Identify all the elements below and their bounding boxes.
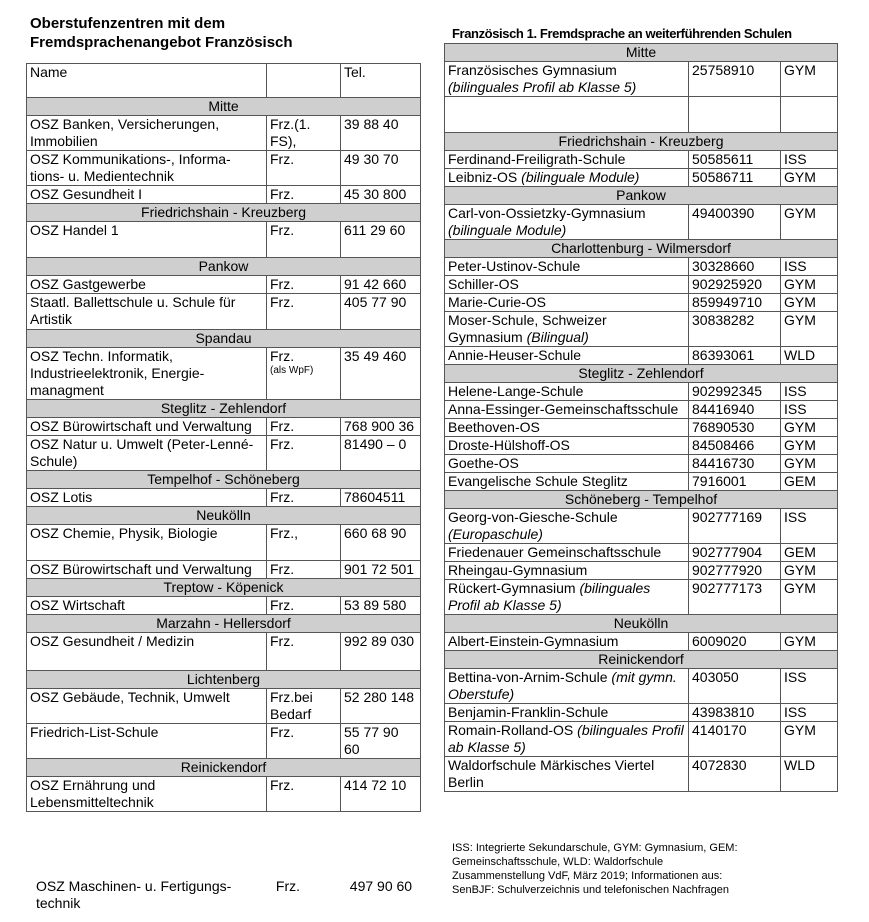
table-row xyxy=(27,724,421,759)
table-row xyxy=(27,597,421,615)
school-name: OSZ Chemie, Physik, Biologie xyxy=(27,525,267,561)
phone-number: 86393061 xyxy=(689,347,781,365)
table-row xyxy=(27,222,421,258)
table-row xyxy=(27,777,421,812)
language-cell xyxy=(267,689,341,724)
section-row xyxy=(27,615,421,633)
school-type xyxy=(781,97,838,133)
section-header: Lichtenberg xyxy=(27,671,421,689)
table-row xyxy=(27,294,421,330)
header-lang xyxy=(267,64,341,98)
school-type: GYM xyxy=(781,419,838,437)
school-type: GYM xyxy=(781,437,838,455)
phone-number: 4072830 xyxy=(689,757,781,792)
language-cell xyxy=(267,489,341,507)
language-cell xyxy=(267,777,341,812)
language-cell xyxy=(267,222,341,258)
school-note: (bilinguales Profil ab Klasse 5) xyxy=(448,79,637,95)
phone-number: 39 88 40 xyxy=(341,116,421,151)
table-row xyxy=(445,97,838,133)
table-row xyxy=(27,348,421,400)
school-type: ISS xyxy=(781,704,838,722)
section-header: Schöneberg - Tempelhof xyxy=(445,491,838,509)
table-row xyxy=(445,419,838,437)
school-type: WLD xyxy=(781,757,838,792)
language-cell xyxy=(267,276,341,294)
phone-number: 859949710 xyxy=(689,294,781,312)
phone-number: 405 77 90 xyxy=(341,294,421,330)
section-header: Treptow - Köpenick xyxy=(27,579,421,597)
school-type: ISS xyxy=(781,669,838,704)
phone-number: 6009020 xyxy=(689,633,781,651)
school-note: (bilinguale Module) xyxy=(521,169,640,185)
footnote-line: Zusammenstellung VdF, März 2019; Informationen aus: xyxy=(452,870,723,882)
language-cell xyxy=(267,724,341,759)
language-label: Frz. xyxy=(270,597,295,613)
language-label: Frz. xyxy=(270,724,295,740)
table-row xyxy=(445,169,838,187)
section-header: Steglitz - Zehlendorf xyxy=(445,365,838,383)
phone-number: 84416940 xyxy=(689,401,781,419)
phone-number: 901 72 501 xyxy=(341,561,421,579)
school-name-cell xyxy=(445,401,689,419)
table-row xyxy=(27,633,421,671)
section-row xyxy=(445,491,838,509)
school-name: Evangelische Schule Steglitz xyxy=(448,473,628,489)
phone-number: 49400390 xyxy=(689,205,781,240)
section-row xyxy=(27,507,421,525)
table-row xyxy=(445,151,838,169)
table-row xyxy=(445,757,838,792)
table-row xyxy=(27,489,421,507)
school-type: GYM xyxy=(781,205,838,240)
section-header: Tempelhof - Schöneberg xyxy=(27,471,421,489)
school-type: GYM xyxy=(781,294,838,312)
table-row xyxy=(445,276,838,294)
language-label: Frz. xyxy=(270,222,295,238)
school-name: OSZ Wirtschaft xyxy=(27,597,267,615)
section-header: Neukölln xyxy=(27,507,421,525)
school-name: OSZ Gesundheit I xyxy=(27,186,267,204)
language-cell xyxy=(267,186,341,204)
school-name-cell xyxy=(445,312,689,347)
section-row xyxy=(27,204,421,222)
phone-number: 76890530 xyxy=(689,419,781,437)
school-name: Marie-Curie-OS xyxy=(448,294,547,310)
language-note: (als WpF) xyxy=(270,365,314,376)
school-name: Leibniz-OS xyxy=(448,169,518,185)
phone-number: 81490 – 0 xyxy=(341,436,421,471)
phone-number: 768 900 36 xyxy=(341,418,421,436)
language-cell xyxy=(267,151,341,186)
school-name: Bettina-von-Arnim-Schule xyxy=(448,669,608,685)
header-name: Name xyxy=(27,64,267,98)
school-type: GYM xyxy=(781,562,838,580)
phone-number: 414 72 10 xyxy=(341,777,421,812)
language-label: Frz. xyxy=(270,561,295,577)
school-type: GYM xyxy=(781,276,838,294)
school-type: WLD xyxy=(781,347,838,365)
section-row xyxy=(27,258,421,276)
school-name-cell xyxy=(445,757,689,792)
school-name-cell xyxy=(445,347,689,365)
table-row xyxy=(445,347,838,365)
language-label: Frz. xyxy=(270,151,295,167)
left-title-line2: Fremdsprachenangebot Französisch xyxy=(30,34,293,51)
school-name-cell xyxy=(445,473,689,491)
phone-number: 52 280 148 xyxy=(341,689,421,724)
phone-number: 30328660 xyxy=(689,258,781,276)
table-row xyxy=(445,258,838,276)
school-name: Droste-Hülshoff-OS xyxy=(448,437,570,453)
section-row xyxy=(27,471,421,489)
school-name: Rheingau-Gymnasium xyxy=(448,562,588,578)
school-type: GEM xyxy=(781,544,838,562)
phone-number: 50586711 xyxy=(689,169,781,187)
school-name: OSZ Gesundheit / Medizin xyxy=(27,633,267,671)
section-row xyxy=(27,330,421,348)
school-name: Friedenauer Gemeinschaftsschule xyxy=(448,544,662,560)
table-row xyxy=(445,401,838,419)
school-name: OSZ Banken, Versicherungen, Immobilien xyxy=(27,116,267,151)
phone-number: 78604511 xyxy=(341,489,421,507)
phone-number: 84416730 xyxy=(689,455,781,473)
language-cell xyxy=(267,525,341,561)
school-name: Beethoven-OS xyxy=(448,419,540,435)
school-type: ISS xyxy=(781,401,838,419)
left-title-line1: Oberstufenzentren mit dem xyxy=(30,15,226,32)
phone-number: 35 49 460 xyxy=(341,348,421,400)
school-name: Friedrich-List-Schule xyxy=(27,724,267,759)
school-type: GYM xyxy=(781,722,838,757)
school-name-cell xyxy=(445,294,689,312)
right-title: Französisch 1. Fremdsprache an weiterführenden Schulen xyxy=(452,26,792,41)
school-name: Goethe-OS xyxy=(448,455,519,471)
school-type: GYM xyxy=(781,312,838,347)
language-label: Frz. xyxy=(270,294,295,310)
school-name: OSZ Handel 1 xyxy=(27,222,267,258)
phone-number: 4140170 xyxy=(689,722,781,757)
section-header: Friedrichshain - Kreuzberg xyxy=(445,133,838,151)
school-name: Rückert-Gymnasium xyxy=(448,580,576,596)
table-row xyxy=(27,151,421,186)
school-name-cell xyxy=(445,437,689,455)
phone-number: 49 30 70 xyxy=(341,151,421,186)
table-row xyxy=(445,722,838,757)
phone-number: 902777169 xyxy=(689,509,781,544)
section-row xyxy=(27,759,421,777)
table-row xyxy=(445,294,838,312)
phone-number: 91 42 660 xyxy=(341,276,421,294)
phone-number: 902777173 xyxy=(689,580,781,615)
language-label: Frz.(1. FS), xyxy=(270,116,311,149)
school-name: Waldorfschule Märkisches Viertel Berlin xyxy=(448,757,655,790)
language-label: Frz. xyxy=(270,186,295,202)
school-note: (mit gymn. Oberstufe) xyxy=(448,669,677,702)
phone-number: 84508466 xyxy=(689,437,781,455)
school-note: (bilinguale Module) xyxy=(448,222,567,238)
osz-table xyxy=(26,63,421,812)
footnote-line: ISS: Integrierte Sekundarschule, GYM: Gymnasium, GEM: xyxy=(452,842,738,854)
last-osz-name: OSZ Maschinen- u. Fertigungs-technik xyxy=(36,878,232,911)
phone-number: 25758910 xyxy=(689,62,781,97)
section-row xyxy=(27,98,421,116)
phone-number: 50585611 xyxy=(689,151,781,169)
school-type: GYM xyxy=(781,580,838,615)
language-label: Frz. xyxy=(270,276,295,292)
school-name: Annie-Heuser-Schule xyxy=(448,347,582,363)
school-name: Georg-von-Giesche-Schule xyxy=(448,509,618,525)
table-row xyxy=(27,561,421,579)
school-name-cell xyxy=(445,151,689,169)
school-name: Moser-Schule, Schweizer Gymnasium xyxy=(448,312,607,345)
table-row xyxy=(445,509,838,544)
phone-number: 43983810 xyxy=(689,704,781,722)
footnote-line: SenBJF: Schulverzeichnis und telefonischen Nachfragen xyxy=(452,884,729,896)
phone-number: 55 77 90 60 xyxy=(341,724,421,759)
section-row xyxy=(445,651,838,669)
school-name: OSZ Gastgewerbe xyxy=(27,276,267,294)
table-row xyxy=(445,633,838,651)
phone-number: 403050 xyxy=(689,669,781,704)
section-row xyxy=(445,133,838,151)
section-row xyxy=(27,579,421,597)
school-name: OSZ Bürowirtschaft und Verwaltung xyxy=(27,561,267,579)
language-label: Frz., xyxy=(270,525,298,541)
school-name-cell xyxy=(445,276,689,294)
school-note: (Bilingual) xyxy=(526,329,589,345)
school-type: GYM xyxy=(781,169,838,187)
table-row xyxy=(27,418,421,436)
section-header: Mitte xyxy=(27,98,421,116)
school-name: Staatl. Ballettschule u. Schule für Artistik xyxy=(27,294,267,330)
language-cell xyxy=(267,597,341,615)
section-header: Spandau xyxy=(27,330,421,348)
last-osz-row xyxy=(36,878,412,912)
school-name: Französisches Gymnasium xyxy=(448,62,617,78)
table-row xyxy=(445,473,838,491)
last-osz-tel: 497 90 60 xyxy=(349,878,413,894)
school-name: Albert-Einstein-Gymnasium xyxy=(448,633,619,649)
school-name: OSZ Lotis xyxy=(27,489,267,507)
section-header: Neukölln xyxy=(445,615,838,633)
section-header: Friedrichshain - Kreuzberg xyxy=(27,204,421,222)
school-type: ISS xyxy=(781,151,838,169)
section-header: Pankow xyxy=(27,258,421,276)
school-name: Peter-Ustinov-Schule xyxy=(448,258,581,274)
school-name-cell xyxy=(445,509,689,544)
table-row xyxy=(445,205,838,240)
table-row xyxy=(445,544,838,562)
table-row xyxy=(445,704,838,722)
section-header: Marzahn - Hellersdorf xyxy=(27,615,421,633)
school-note: (Europaschule) xyxy=(448,526,543,542)
phone-number: 902777904 xyxy=(689,544,781,562)
phone-number: 902925920 xyxy=(689,276,781,294)
school-name-cell xyxy=(445,455,689,473)
left-title xyxy=(30,14,390,52)
section-row xyxy=(445,240,838,258)
section-header: Reinickendorf xyxy=(445,651,838,669)
school-type: GYM xyxy=(781,62,838,97)
school-name-cell xyxy=(445,62,689,97)
table-row xyxy=(445,62,838,97)
table-row xyxy=(445,669,838,704)
phone-number: 611 29 60 xyxy=(341,222,421,258)
language-label: Frz. xyxy=(270,418,295,434)
phone-number: 992 89 030 xyxy=(341,633,421,671)
language-cell xyxy=(267,116,341,151)
language-label: Frz. xyxy=(270,777,295,793)
school-note: (bilinguales Profil ab Klasse 5) xyxy=(448,722,684,755)
language-label: Frz. xyxy=(270,489,295,505)
section-row xyxy=(27,400,421,418)
last-osz-lang: Frz. xyxy=(275,878,300,894)
language-cell xyxy=(267,418,341,436)
language-cell xyxy=(267,561,341,579)
school-name: Ferdinand-Freiligrath-Schule xyxy=(448,151,626,167)
school-name-cell xyxy=(445,169,689,187)
school-name-cell xyxy=(445,669,689,704)
school-name-cell xyxy=(445,383,689,401)
school-name-cell xyxy=(445,562,689,580)
table-row xyxy=(27,186,421,204)
table-row xyxy=(27,436,421,471)
table-row xyxy=(445,437,838,455)
school-name: OSZ Natur u. Umwelt (Peter-Lenné-Schule) xyxy=(27,436,267,471)
phone-number: 53 89 580 xyxy=(341,597,421,615)
school-type: GYM xyxy=(781,633,838,651)
table-row xyxy=(27,689,421,724)
school-name: Carl-von-Ossietzky-Gymnasium xyxy=(448,205,646,221)
school-type: ISS xyxy=(781,383,838,401)
phone-number: 902992345 xyxy=(689,383,781,401)
school-name: Romain-Rolland-OS xyxy=(448,722,574,738)
school-name: Anna-Essinger-Gemeinschaftsschule xyxy=(448,401,679,417)
section-row xyxy=(445,44,838,62)
table-row xyxy=(445,580,838,615)
table-row xyxy=(27,525,421,561)
school-name: OSZ Kommunikations-, Informa-tions- u. Medientechnik xyxy=(27,151,267,186)
school-name: OSZ Techn. Informatik, Industrieelektronik, Energie-managment xyxy=(27,348,267,400)
table-row xyxy=(445,312,838,347)
section-header: Charlottenburg - Wilmersdorf xyxy=(445,240,838,258)
school-name: Benjamin-Franklin-Schule xyxy=(448,704,609,720)
language-cell xyxy=(267,348,341,400)
language-cell xyxy=(267,633,341,671)
school-name-cell xyxy=(445,258,689,276)
school-name-cell xyxy=(445,704,689,722)
section-header: Mitte xyxy=(445,44,838,62)
section-row xyxy=(445,365,838,383)
phone-number: 902777920 xyxy=(689,562,781,580)
table-row xyxy=(27,116,421,151)
phone-number: 7916001 xyxy=(689,473,781,491)
language-label: Frz. xyxy=(270,436,295,452)
phone-number: 30838282 xyxy=(689,312,781,347)
section-header: Reinickendorf xyxy=(27,759,421,777)
section-header: Steglitz - Zehlendorf xyxy=(27,400,421,418)
school-name-cell xyxy=(445,205,689,240)
school-name: Helene-Lange-Schule xyxy=(448,383,584,399)
school-type: GYM xyxy=(781,455,838,473)
language-cell xyxy=(267,436,341,471)
table-row xyxy=(445,562,838,580)
language-label: Frz. xyxy=(270,348,295,364)
table-row xyxy=(27,276,421,294)
school-name: Schiller-OS xyxy=(448,276,519,292)
school-name-cell xyxy=(445,544,689,562)
language-label: Frz.bei Bedarf xyxy=(270,689,313,722)
schools-table xyxy=(444,43,838,792)
table-row xyxy=(445,383,838,401)
phone-number: 45 30 800 xyxy=(341,186,421,204)
school-type: ISS xyxy=(781,509,838,544)
header-tel: Tel. xyxy=(341,64,421,98)
school-note: (bilinguales Profil ab Klasse 5) xyxy=(448,580,651,613)
table-header-row xyxy=(27,64,421,98)
section-header: Pankow xyxy=(445,187,838,205)
section-row xyxy=(445,187,838,205)
school-name-cell xyxy=(445,580,689,615)
section-row xyxy=(445,615,838,633)
school-name: OSZ Ernährung und Lebensmitteltechnik xyxy=(27,777,267,812)
footnote-line: Gemeinschaftsschule, WLD: Waldorfschule xyxy=(452,856,664,868)
phone-number: 660 68 90 xyxy=(341,525,421,561)
school-type: ISS xyxy=(781,258,838,276)
school-name-cell xyxy=(445,633,689,651)
school-name: OSZ Gebäude, Technik, Umwelt xyxy=(27,689,267,724)
phone-number xyxy=(689,97,781,133)
school-name: OSZ Bürowirtschaft und Verwaltung xyxy=(27,418,267,436)
school-name-cell xyxy=(445,97,689,133)
school-name-cell xyxy=(445,722,689,757)
school-type: GEM xyxy=(781,473,838,491)
language-cell xyxy=(267,294,341,330)
footnote xyxy=(452,841,832,897)
language-label: Frz. xyxy=(270,633,295,649)
school-name-cell xyxy=(445,419,689,437)
table-row xyxy=(445,455,838,473)
section-row xyxy=(27,671,421,689)
